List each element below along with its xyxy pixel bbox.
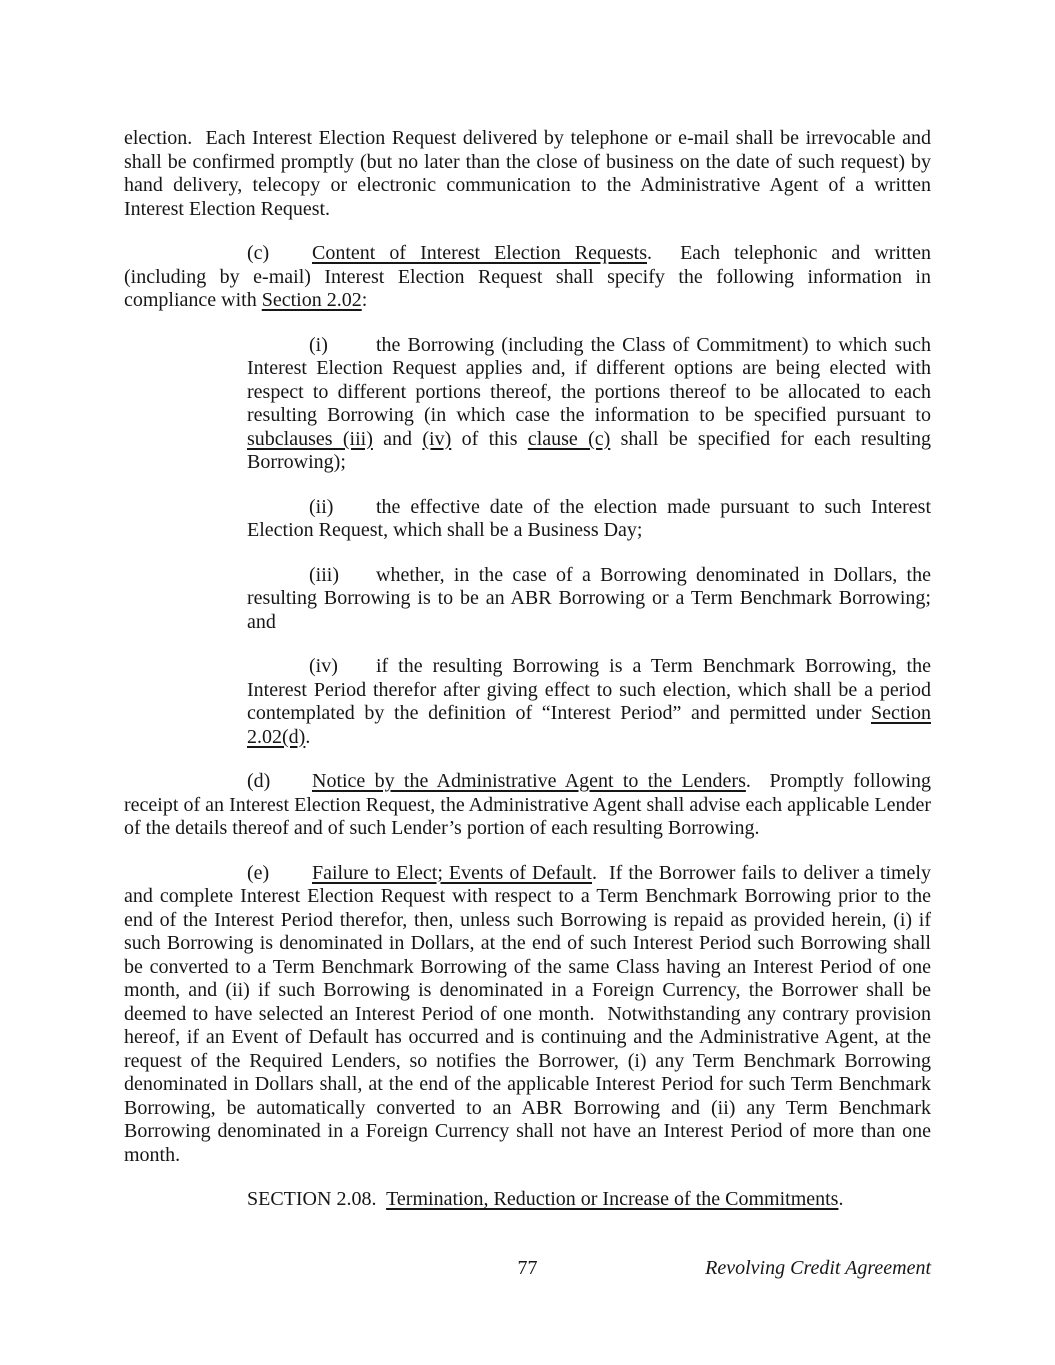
clause-label: (i): [309, 333, 328, 356]
text-run: .: [838, 1188, 844, 1210]
text-run: and: [372, 427, 423, 450]
text-run: election. Each Interest Election Request delivered by telephone or e-mail shall be irrevocable and shall be confirmed promptly (but no later than the close of business on the date of such request) by hand delivery, telecopy or electronic communication to the Administrative Agent of a written Interest Election Request.: [124, 127, 931, 220]
clause-label: (d): [247, 770, 271, 792]
text-run: shall be specified for each resulting Borrowing);: [247, 427, 932, 473]
clause-label: (ii): [309, 495, 334, 518]
text-run: the Borrowing (including the Class of Commitment) to which such Interest Election Request applies and, if different options are being elected with respect to different portions thereof, the portions thereof to be allocated to each resulting Borrowing (in which case the information to be specified pursuant to: [247, 333, 931, 426]
text-run: if the resulting Borrowing is a Term Benchmark Borrowing, the Interest Period therefor after giving effect to such election, which shall be a period contemplated by the definition of “Interest Period” and permitted under: [247, 655, 931, 724]
text-run: whether, in the case of a Borrowing denominated in Dollars, the resulting Borrowing is to be an ABR Borrowing or a Term Benchmark Borrowing; and: [247, 563, 931, 633]
paragraph-c-content-of-requests: [124, 242, 931, 313]
text-run: of this: [451, 427, 528, 450]
subclause-iv: [247, 655, 931, 749]
paragraph-election-continuation: [124, 127, 931, 221]
text-run: . If the Borrower fails to deliver a timely and complete Interest Election Request with respect to a Term Benchmark Borrowing prior to the end of the Interest Period therefor, then, unless such Borrowing is repaid as provided herein, (i) if such Borrowing is denominated in Dollars, at the end of such Interest Period such Borrowing shall be converted to a Term Benchmark Borrowing of the same Class having an Interest Period of one month, and (ii) if such Borrowing is denominated in a Foreign Currency, the Borrower shall be deemed to have selected an Interest Period of one month. Notwithstanding any contrary provision hereof, if an Event of Default has occurred and is continuing and the Administrative Agent, at the request of the Required Lenders, so notifies the Borrower, (i) any Term Benchmark Borrowing denominated in Dollars shall, at the end of the applicable Interest Period for such Term Benchmark Borrowing, be automatically converted to an ABR Borrowing and (ii) any Term Benchmark Borrowing denominated in a Foreign Currency shall not have an Interest Period of more than one month.: [124, 861, 931, 1166]
underlined-text: Notice by the Administrative Agent to the Lenders: [312, 770, 746, 792]
clause-label: (iv): [309, 655, 338, 677]
text-run: the effective date of the election made pursuant to such Interest Election Request, which shall be a Business Day;: [247, 495, 931, 541]
page-number: 77: [517, 1257, 538, 1279]
subclause-iii: [247, 564, 931, 635]
underlined-text: clause (c): [527, 427, 611, 450]
subclause-i: [247, 334, 931, 475]
underlined-text: subclauses (iii): [247, 427, 373, 450]
text-run: SECTION 2.08.: [247, 1188, 387, 1210]
text-run: . Promptly following receipt of an Interest Election Request, the Administrative Agent shall advise each applicable Lender of the details thereof and of such Lender’s portion of each resulting Borrowing.: [124, 770, 931, 839]
underlined-text: (iv): [422, 427, 452, 450]
underlined-text: Failure to Elect; Events of Default: [312, 861, 592, 884]
section-2-08-heading: [124, 1188, 931, 1212]
text-run: . Each telephonic and written (including by e-mail) Interest Election Request shall specify the following information in compliance with: [124, 242, 931, 311]
text-run: :: [361, 289, 368, 311]
footer-document-title: Revolving Credit Agreement: [705, 1257, 931, 1279]
clause-label: (c): [247, 242, 270, 264]
paragraph-d-notice: [124, 770, 931, 841]
page-body-text: [124, 127, 931, 1233]
underlined-text: Section 2.02(d): [247, 702, 931, 748]
paragraph-e-failure-to-elect: [124, 862, 931, 1168]
text-run: .: [305, 725, 311, 748]
underlined-text: Termination, Reduction or Increase of the Commitments: [386, 1188, 839, 1210]
clause-label: (e): [247, 861, 270, 884]
clause-label: (iii): [309, 563, 339, 586]
subclause-ii: [247, 496, 931, 543]
underlined-text: Section 2.02: [261, 289, 362, 311]
page-footer: [124, 1257, 931, 1283]
underlined-text: Content of Interest Election Requests: [312, 242, 647, 264]
